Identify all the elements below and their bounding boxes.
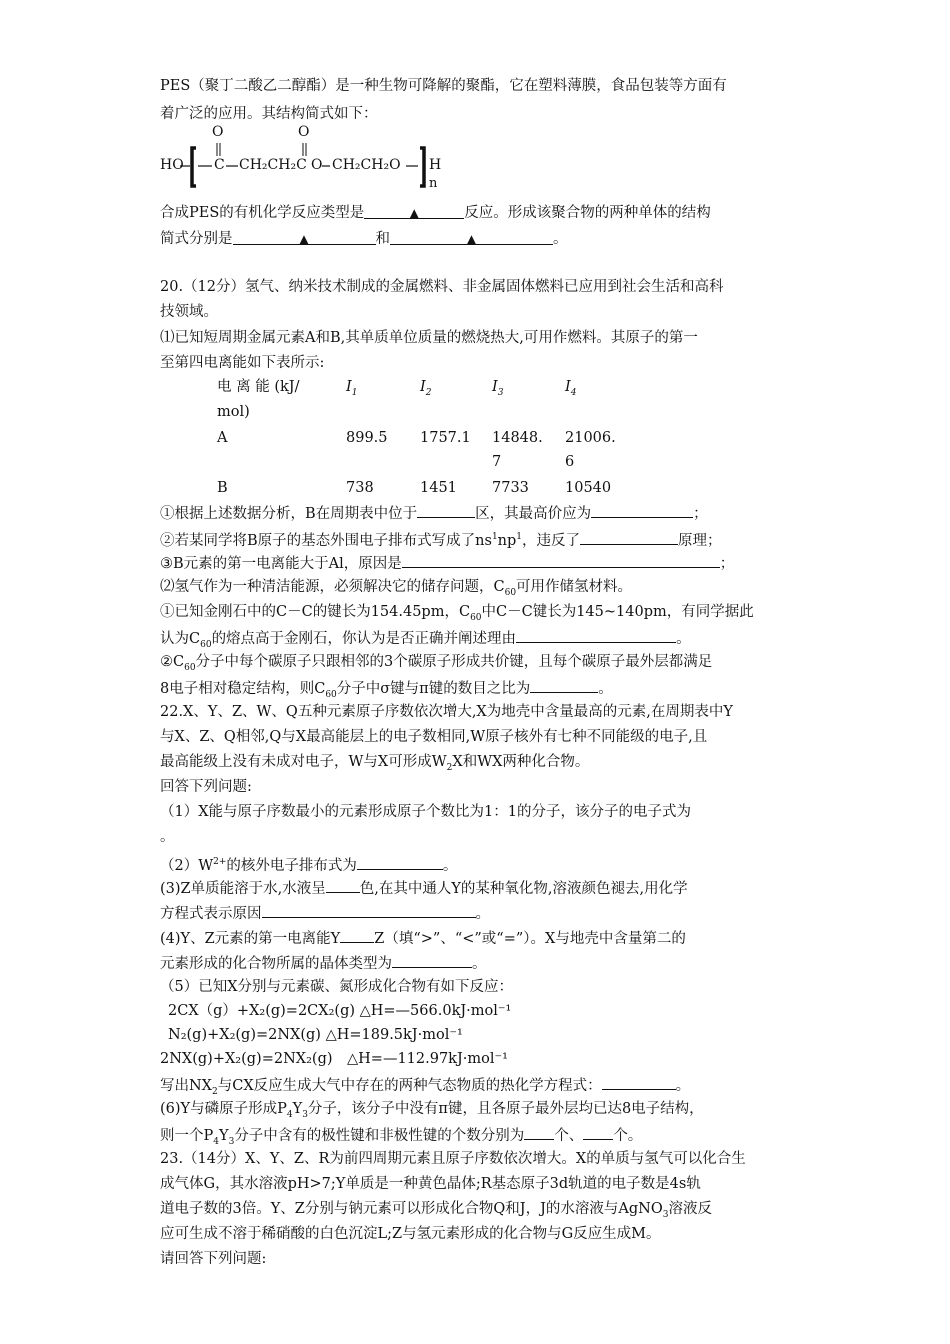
row-a-i2: 1757.1 [420, 430, 471, 446]
q20-part2-line-4: 8电子相对稳定结构，则$C_{60}$分子中σ键与π键的数目之比为 。 [160, 677, 613, 705]
answer-blank[interactable]: ▲ [233, 229, 376, 245]
answer-blank[interactable] [326, 877, 360, 893]
col-i4: $I_4$ [565, 379, 577, 398]
q22-line-2: 与X、Z、Q相邻,Q与X最高能层上的电子数相同,W原子核外有七种不同能级的电子,且 [160, 729, 708, 745]
q22-sub6: (6)Y与磷原子形成$P_4Y_3$分子，该分子中没有π键，且各原子最外层均已达8电子结构， [160, 1101, 704, 1120]
answer-blank[interactable] [583, 1124, 613, 1140]
q20-part1-line-2: 至第四电离能如下表所示: [160, 355, 325, 371]
answer-blank[interactable] [417, 502, 475, 518]
q22-sub5: （5）已知X分别与元素碳、氮形成化合物有如下反应： [160, 979, 514, 995]
answer-blank[interactable]: ▲ [390, 229, 553, 245]
q22-sub3-line-2: 方程式表示原因 。 [160, 902, 490, 924]
q23-line-4: 应可生成不溶于稀硝酸的白色沉淀L;Z与氢元素形成的化合物与G反应生成M。 [160, 1226, 661, 1242]
q20-title-line-2: 技领域。 [160, 304, 218, 320]
row-a-i1: 899.5 [346, 430, 388, 446]
intro-question-line-1: 合成PES的有机化学反应类型是 ▲ 反应。形成该聚合物的两种单体的结构 [160, 205, 711, 221]
answer-blank[interactable] [530, 677, 598, 693]
q22-sub2: $(2)W^{2+}$的核外电子排布式为 。 [160, 852, 457, 876]
row-b-i1: 738 [346, 480, 374, 496]
q20-sub1: ①根据上述数据分析，B在周期表中位于 区，其最高价应为 ； [160, 502, 708, 524]
row-a-i4: 21006. [565, 430, 616, 446]
struct-ch2ch2c: CH₂CH₂C [239, 157, 307, 173]
row-a-i3-cont: 7 [492, 454, 502, 470]
q22-sub5-write: 写出$NX_2$与CX反应生成大气中存在的两种气态物质的热化学方程式： 。 [160, 1074, 690, 1102]
answer-blank[interactable]: ▲ [364, 203, 464, 219]
struct-ho: HO [160, 157, 184, 173]
q22-prompt: 回答下列问题: [160, 779, 252, 795]
answer-blank[interactable] [602, 1074, 676, 1090]
answer-blank[interactable] [516, 627, 676, 643]
col-i1: $I_1$ [346, 379, 358, 398]
row-a-i4-cont: 6 [565, 454, 575, 470]
table-header-unit: mol) [217, 404, 250, 420]
struct-h: H [429, 157, 442, 173]
row-b-i4: 10540 [565, 480, 612, 496]
answer-blank[interactable] [591, 502, 693, 518]
q22-line-1: 22.X、Y、Z、W、Q五种元素原子序数依次增大,X为地壳中含量最高的元素,在周期表中Y [160, 704, 733, 720]
struct-c: C [214, 157, 225, 173]
answer-blank[interactable] [340, 927, 374, 943]
table-header: 电 离 能 (kJ/ [217, 379, 300, 395]
q20-sub2: ②若某同学将B原子的基态外围电子排布式写成了$ns^1np^1$，违反了 原理； [160, 527, 722, 551]
q20-part2: ⑵氢气作为一种清洁能源，必须解决它的储存问题，$C_{60}$可用作储氢材料。 [160, 579, 633, 598]
equation-2: N₂(g)+X₂(g)=2NX(g) △H=189.5kJ·mol⁻¹ [168, 1027, 463, 1043]
q20-sub3: ③B元素的第一电离能大于Al，原因是 ； [160, 552, 734, 574]
answer-blank[interactable] [357, 854, 443, 870]
q22-line-3: 最高能级上没有未成对电子，W与X可形成$W_2X$和WX两种化合物。 [160, 754, 590, 773]
q23-line-3: 道电子数的3倍。Y、Z分别与钠元素可以形成化合物Q和J，J的水溶液与AgNO$_3$溶液反 [160, 1201, 712, 1220]
struct-ch2ch2o: CH₂CH₂O [332, 157, 401, 173]
row-a-label: A [217, 430, 228, 446]
row-b-i2: 1451 [420, 480, 457, 496]
answer-blank[interactable] [392, 952, 472, 968]
struct-n: n [429, 176, 438, 191]
q22-sub1-end: 。 [160, 829, 175, 845]
row-b-label: B [217, 480, 228, 496]
q23-prompt: 请回答下列问题: [160, 1251, 267, 1267]
q20-part2-line-1: ①已知金刚石中的C－C的键长为154.45pm，$C_{60}$中C－C键长为145~140pm，有同学据此 [160, 604, 754, 623]
q20-part2-line-2: 认为$C_{60}$的熔点高于金刚石，你认为是否正确并阐述理由 。 [160, 627, 691, 655]
intro-line-1: PES（聚丁二酸乙二醇酯）是一种生物可降解的聚酯，它在塑料薄膜，食品包装等方面有 [160, 78, 727, 94]
struct-o1: O [212, 124, 224, 140]
equation-1: 2CX（g）+X₂(g)=2CX₂(g) △H=—566.0kJ·mol⁻¹ [168, 1003, 512, 1019]
row-b-i3: 7733 [492, 480, 529, 496]
answer-blank[interactable] [524, 1124, 554, 1140]
equation-3: 2NX(g)+X₂(g)=2NX₂(g) △H=—112.97kJ·mol⁻¹ [160, 1051, 508, 1067]
q22-sub4-line-2: 元素形成的化合物所属的晶体类型为 。 [160, 952, 487, 974]
col-i2: $I_2$ [420, 379, 432, 398]
col-i3: $I_3$ [492, 379, 504, 398]
q23-line-1: 23.（14分）X、Y、Z、R为前四周期元素且原子序数依次增大。X的单质与氢气可以化合生 [160, 1151, 746, 1167]
answer-blank[interactable] [580, 529, 678, 545]
intro-line-2: 着广泛的应用。其结构简式如下： [160, 106, 378, 122]
answer-blank[interactable] [262, 902, 476, 918]
q23-line-2: 成气体G，其水溶液pH>7;Y单质是一种黄色晶体;R基态原子3d轨道的电子数是4s轨 [160, 1176, 701, 1192]
q20-title-line-1: 20.（12分）氢气、纳米技术制成的金属燃料、非金属固体燃料已应用到社会生活和高科 [160, 279, 724, 295]
intro-question-line-2: 简式分别是 ▲ 和 ▲ 。 [160, 231, 568, 247]
q20-part1-line-1: ⑴已知短周期金属元素A和B,其单质单位质量的燃烧热大,可用作燃料。其原子的第一 [160, 330, 698, 346]
q22-sub3: (3)Z单质能溶于水,水液呈 色,在其中通人Y的某种氧化物,溶液颜色褪去,用化学 [160, 877, 688, 899]
q22-sub1: （1）X能与原子序数最小的元素形成原子个数比为1：1的分子，该分子的电子式为 [160, 804, 691, 820]
pes-structure-formula [160, 124, 480, 191]
struct-o2: O [298, 124, 310, 140]
q20-part2-line-3: $②C_{60}$分子中每个碳原子只跟相邻的3个碳原子形成共价键，且每个碳原子最外层都满足 [160, 654, 713, 673]
struct-o-ester: O [311, 157, 323, 173]
q22-sub4: (4)Y、Z元素的第一电离能Y Z（填“>”、“<”或“=”）。X与地壳中含量第二的 [160, 927, 686, 949]
answer-blank[interactable] [402, 552, 720, 568]
q22-sub6-line-2: 则一个$P_4Y_3$分子中含有的极性键和非极性键的个数分别为 个、 个。 [160, 1124, 642, 1152]
row-a-i3: 14848. [492, 430, 543, 446]
